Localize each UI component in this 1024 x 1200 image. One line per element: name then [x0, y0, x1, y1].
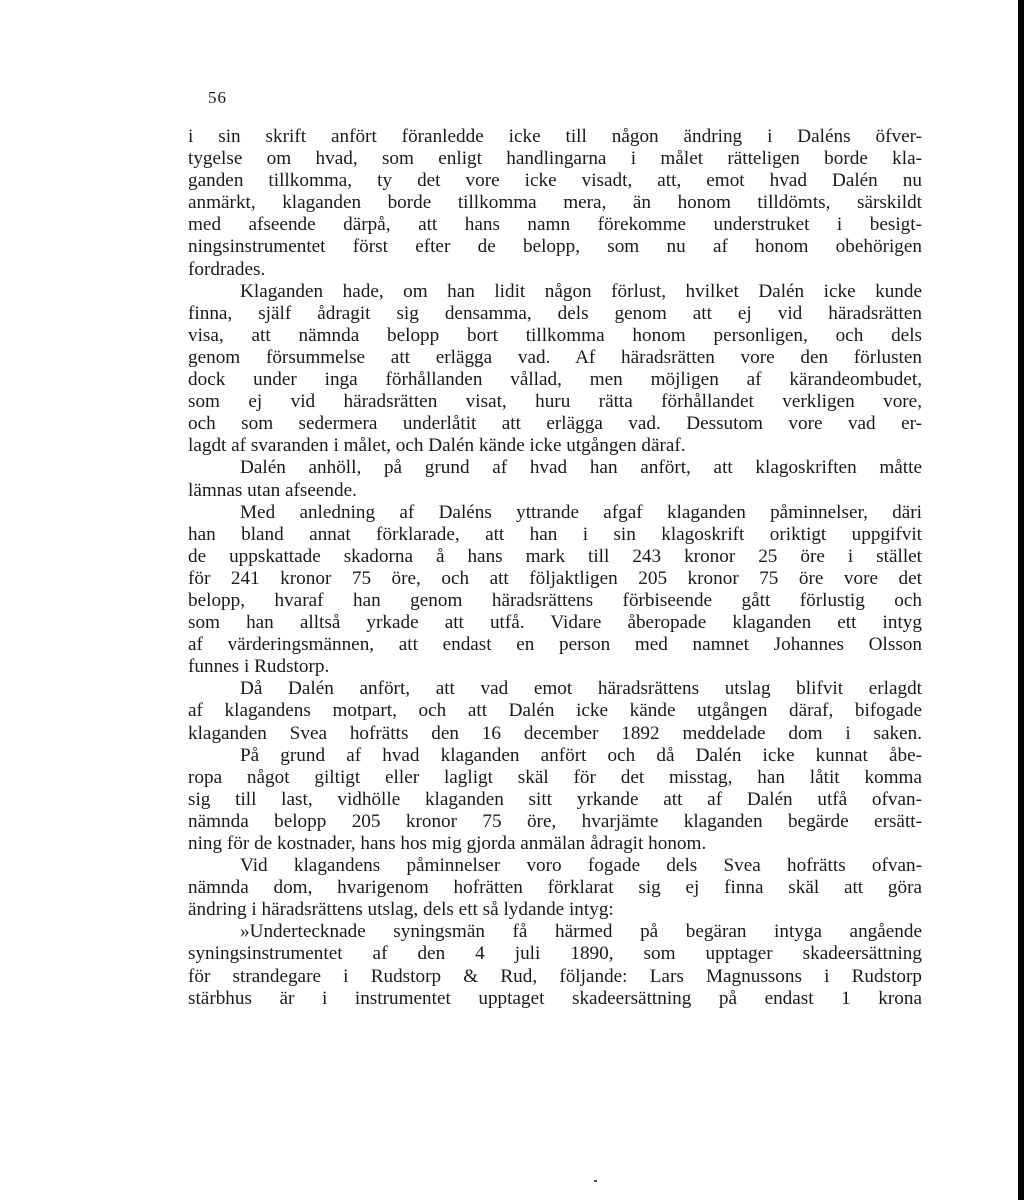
text-line: »Undertecknade syningsmän få härmed på begäran intyga angående	[240, 921, 922, 943]
text-line: syningsinstrumentet af den 4 juli 1890, som upptager skadeersättning	[188, 943, 922, 965]
text-line: klaganden Svea hofrätts den 16 december 1892 meddelade dom i saken.	[188, 722, 922, 744]
text-line: de uppskattade skadorna å hans mark till 243 kronor 25 öre i stället	[188, 545, 922, 567]
text-line: På grund af hvad klaganden anfört och då Dalén icke kunnat åbe-	[240, 744, 922, 766]
text-line: Dalén anhöll, på grund af hvad han anfört, att klagoskriften måtte	[240, 457, 922, 479]
text-line: för strandegare i Rudstorp & Rud, följande: Lars Magnussons i Rudstorp	[188, 965, 922, 987]
text-line: ropa något giltigt eller lagligt skäl för det misstag, han låtit komma	[188, 766, 922, 788]
text-line: genom försummelse att erlägga vad. Af häradsrätten vore den förlusten	[188, 346, 922, 368]
text-line: Med anledning af Daléns yttrande afgaf klaganden påminnelser, däri	[240, 501, 922, 523]
text-line: lagdt af svaranden i målet, och Dalén kände icke utgången däraf.	[188, 435, 686, 457]
text-line: af klagandens motpart, och att Dalén icke kände utgången däraf, bifogade	[188, 700, 922, 722]
text-line: som ej vid häradsrätten visat, huru rätta förhållandet verkligen vore,	[188, 391, 922, 413]
speck	[594, 1180, 597, 1182]
text-body	[188, 126, 922, 1010]
text-line: af värderingsmännen, att endast en person med namnet Johannes Olsson	[188, 634, 922, 656]
text-line: ganden tillkomma, ty det vore icke visadt, att, emot hvad Dalén nu	[188, 170, 922, 192]
scan-edge	[1018, 0, 1024, 1200]
text-line: han bland annat förklarade, att han i sin klagoskrift oriktigt uppgifvit	[188, 523, 922, 545]
text-line: funnes i Rudstorp.	[188, 656, 330, 678]
text-line: Då Dalén anfört, att vad emot häradsrättens utslag blifvit erlagdt	[240, 678, 922, 700]
text-line: anmärkt, klaganden borde tillkomma mera, än honom tilldömts, särskildt	[188, 192, 922, 214]
text-line: Vid klagandens påminnelser voro fogade dels Svea hofrätts ofvan-	[240, 855, 922, 877]
text-line: nämnda belopp 205 kronor 75 öre, hvarjämte klaganden begärde ersätt-	[188, 810, 922, 832]
text-line: belopp, hvaraf han genom häradsrättens förbiseende gått förlustig och	[188, 589, 922, 611]
text-line: visa, att nämnda belopp bort tillkomma honom personligen, och dels	[188, 324, 922, 346]
text-line: och som sedermera underlåtit att erlägga vad. Dessutom vore vad er-	[188, 413, 922, 435]
text-line: dock under inga förhållanden vållad, men möjligen af kärandeombudet,	[188, 369, 922, 391]
text-line: som han alltså yrkade att utfå. Vidare åberopade klaganden ett intyg	[188, 612, 922, 634]
text-line: ning för de kostnader, hans hos mig gjorda anmälan ådragit honom.	[188, 833, 707, 854]
text-line: i sin skrift anfört föranledde icke till någon ändring i Daléns öfver-	[188, 126, 922, 147]
text-line: lämnas utan afseende.	[188, 479, 357, 501]
text-line: ändring i häradsrättens utslag, dels ett så lydande intyg:	[188, 899, 614, 921]
text-line: Klaganden hade, om han lidit någon förlust, hvilket Dalén icke kunde	[240, 280, 922, 302]
text-line: ningsinstrumentet först efter de belopp, som nu af honom obehörigen	[188, 236, 922, 258]
text-line: för 241 kronor 75 öre, och att följaktligen 205 kronor 75 öre vore det	[188, 567, 922, 589]
text-line: nämnda dom, hvarigenom hofrätten förklarat sig ej finna skäl att göra	[188, 877, 922, 899]
text-line: finna, själf ådragit sig densamma, dels genom att ej vid häradsrätten	[188, 302, 922, 324]
text-line: fordrades.	[188, 258, 266, 280]
text-line: tygelse om hvad, som enligt handlingarna i målet rätteligen borde kla-	[188, 148, 922, 170]
page-number: 56	[208, 88, 227, 107]
text-line: med afseende därpå, att hans namn förekomme understruket i besigt-	[188, 214, 922, 236]
text-line: stärbhus är i instrumentet upptaget skadeersättning på endast 1 krona	[188, 987, 922, 1009]
text-line: sig till last, vidhölle klaganden sitt yrkande att af Dalén utfå ofvan-	[188, 788, 922, 810]
